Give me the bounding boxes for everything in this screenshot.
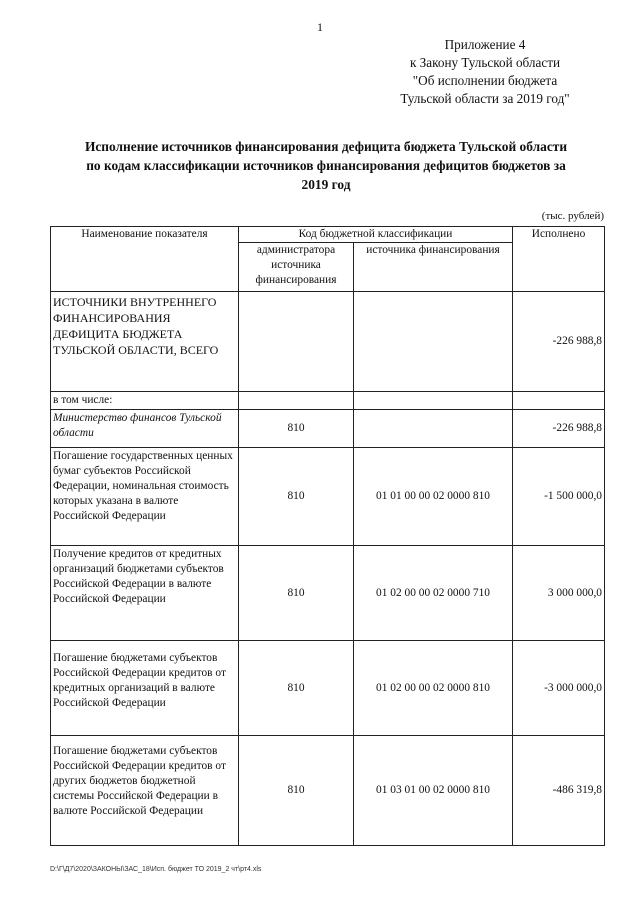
row-admin-code: 810 (239, 641, 354, 736)
appendix-line-2: к Закону Тульской области (409, 55, 561, 70)
table-row-including (51, 392, 605, 410)
units-label: (тыс. рублей) (541, 210, 604, 222)
ministry-value: -226 988,8 (513, 410, 605, 448)
row-admin-code: 810 (239, 448, 354, 546)
appendix-reference (360, 36, 610, 108)
appendix-line-4: Тульской области за 2019 год" (400, 91, 570, 106)
header-executed: Исполнено (513, 227, 605, 292)
header-admin: администратора источника финансирования (239, 243, 354, 292)
row-name: Погашение государственных ценных бумаг субъектов Российской Федерации, номинальная стоимость которых указана в валюте Российской Федерации (51, 448, 239, 546)
table-row-total (51, 292, 605, 392)
header-source: источника финансирования (354, 243, 513, 292)
row-source-code: 01 02 00 00 02 0000 810 (354, 641, 513, 736)
page-number: 1 (317, 20, 323, 34)
row-value: -1 500 000,0 (513, 448, 605, 546)
row-name: Погашение бюджетами субъектов Российской Федерации кредитов от других бюджетов бюджетной системы Российской Федерации в валюте Российской Федерации (51, 736, 239, 846)
row-source-code: 01 02 00 00 02 0000 710 (354, 546, 513, 641)
row-value: -486 319,8 (513, 736, 605, 846)
total-admin (239, 292, 354, 392)
title-line-3: 2019 год (301, 177, 351, 192)
table-row (51, 546, 605, 641)
table-row (51, 448, 605, 546)
row-admin-code: 810 (239, 546, 354, 641)
appendix-line-3: "Об исполнении бюджета (412, 73, 558, 88)
including-label: в том числе: (51, 392, 239, 410)
empty-cell (354, 392, 513, 410)
total-value: -226 988,8 (513, 292, 605, 392)
row-source-code: 01 03 01 00 02 0000 810 (354, 736, 513, 846)
total-source (354, 292, 513, 392)
total-name: ИСТОЧНИКИ ВНУТРЕННЕГО ФИНАНСИРОВАНИЯ ДЕФИЦИТА БЮДЖЕТА ТУЛЬСКОЙ ОБЛАСТИ, ВСЕГО (51, 292, 239, 392)
appendix-line-1: Приложение 4 (444, 37, 526, 52)
execution-table (50, 226, 605, 846)
header-name: Наименование показателя (51, 227, 239, 292)
empty-cell (239, 392, 354, 410)
header-code-group: Код бюджетной классификации (239, 227, 513, 243)
ministry-name: Министерство финансов Тульской области (51, 410, 239, 448)
empty-cell (513, 392, 605, 410)
row-name: Получение кредитов от кредитных организаций бюджетами субъектов Российской Федерации в валюте Российской Федерации (51, 546, 239, 641)
title-line-2: по кодам классификации источников финансирования дефицитов бюджетов за (86, 158, 566, 173)
row-value: 3 000 000,0 (513, 546, 605, 641)
file-path-footer: D:\Г\Д7\2020\ЗАКОНЫ\ЗАС_18\Исп. бюджет ТО 2019_2 чт\рт4.xls (50, 866, 262, 873)
table-row (51, 641, 605, 736)
ministry-source (354, 410, 513, 448)
row-value: -3 000 000,0 (513, 641, 605, 736)
table-row (51, 736, 605, 846)
document-title (38, 137, 614, 194)
title-line-1: Исполнение источников финансирования дефицита бюджета Тульской области (84, 139, 568, 154)
row-admin-code: 810 (239, 736, 354, 846)
ministry-admin: 810 (239, 410, 354, 448)
row-name: Погашение бюджетами субъектов Российской Федерации кредитов от кредитных организаций в валюте Российской Федерации (51, 641, 239, 736)
table-row-ministry (51, 410, 605, 448)
row-source-code: 01 01 00 00 02 0000 810 (354, 448, 513, 546)
